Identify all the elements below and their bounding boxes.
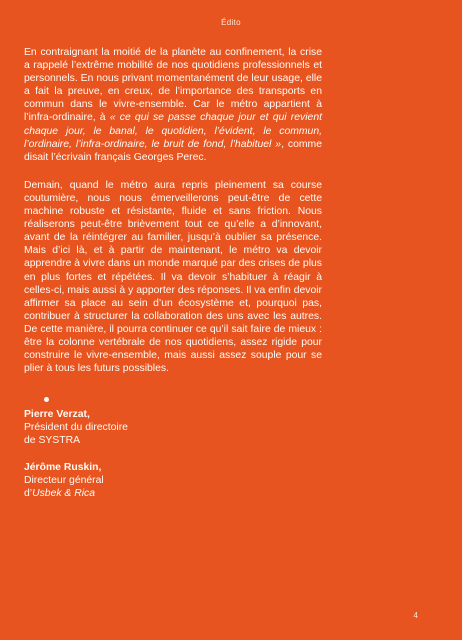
editorial-content xyxy=(24,46,322,513)
paragraph-1-part-2: , comme disait l’écrivain français Georges Perec. xyxy=(24,138,322,163)
signatory-name-line xyxy=(24,461,322,474)
perec-quote: « ce qui se passe chaque jour et qui revient chaque jour, le banal, le quotidien, l’évident, le commun, l’ordinaire, l’infra-ordinaire, le bruit de fond, l’habituel » xyxy=(24,112,322,150)
signatory-punct: , xyxy=(86,409,90,421)
signatory-punct: , xyxy=(98,461,102,473)
section-header: Édito xyxy=(221,18,241,27)
paragraph-1-part-1: En contraignant la moitié de la planète au confinement, la crise a rappelé l’extrême mobilité de nos quotidiens professionnels et personnels. En nous privant momentanément de leur usage, elle a fait la preuve, en creux, de l’importance des transports en commun dans le vivre-ensemble. Car le métro appartient à l’infra-ordinaire, à xyxy=(24,47,322,124)
company-prefix: d’ xyxy=(24,487,33,499)
signatory-name: Jérôme Ruskin xyxy=(24,461,99,473)
signatory-role: Président du directoire xyxy=(24,422,128,434)
signatory-name-line xyxy=(24,408,322,421)
signature-2 xyxy=(24,461,322,500)
paragraph-2: Demain, quand le métro aura repris pleinement sa course coutumière, nous nous émerveillerons peut-être de cette machine robuste et résistante, fluide et sans friction. Nous réaliserons peut-être brièvement tout ce qu’elle a d’innovant, avant de la réintégrer au familier, jusqu’à oublier sa présence. Mais d’ici là, et à partir de maintenant, le métro va devoir apprendre à vivre dans un monde marqué par des crises de plus en plus fortes et répétées. Il va devoir s’habituer à réagir à celles-ci, mais aussi à y apporter des réponses. Il va enfin devoir affirmer sa place au sein d’un écosystème et, pourquoi pas, contribuer à structurer la collaboration des uns avec les autres. De cette manière, il pourra continuer ce qu’il sait faire de mieux : être la colonne vertébrale de nos quotidiens, assez rigide pour construire le vivre-ensemble, mais aussi assez souple pour se plier à tous les futurs possibles. xyxy=(24,179,322,375)
paragraph-1 xyxy=(24,46,322,164)
signature-1 xyxy=(24,408,322,447)
signatory-role: Directeur général xyxy=(24,474,104,486)
company-name: Usbek & Rica xyxy=(32,487,96,499)
signatory-name: Pierre Verzat xyxy=(24,409,87,421)
page-number: 4 xyxy=(413,611,418,620)
signatory-company: de SYSTRA xyxy=(24,435,81,447)
bullet-dot xyxy=(44,397,49,402)
signatory-company xyxy=(24,487,322,500)
